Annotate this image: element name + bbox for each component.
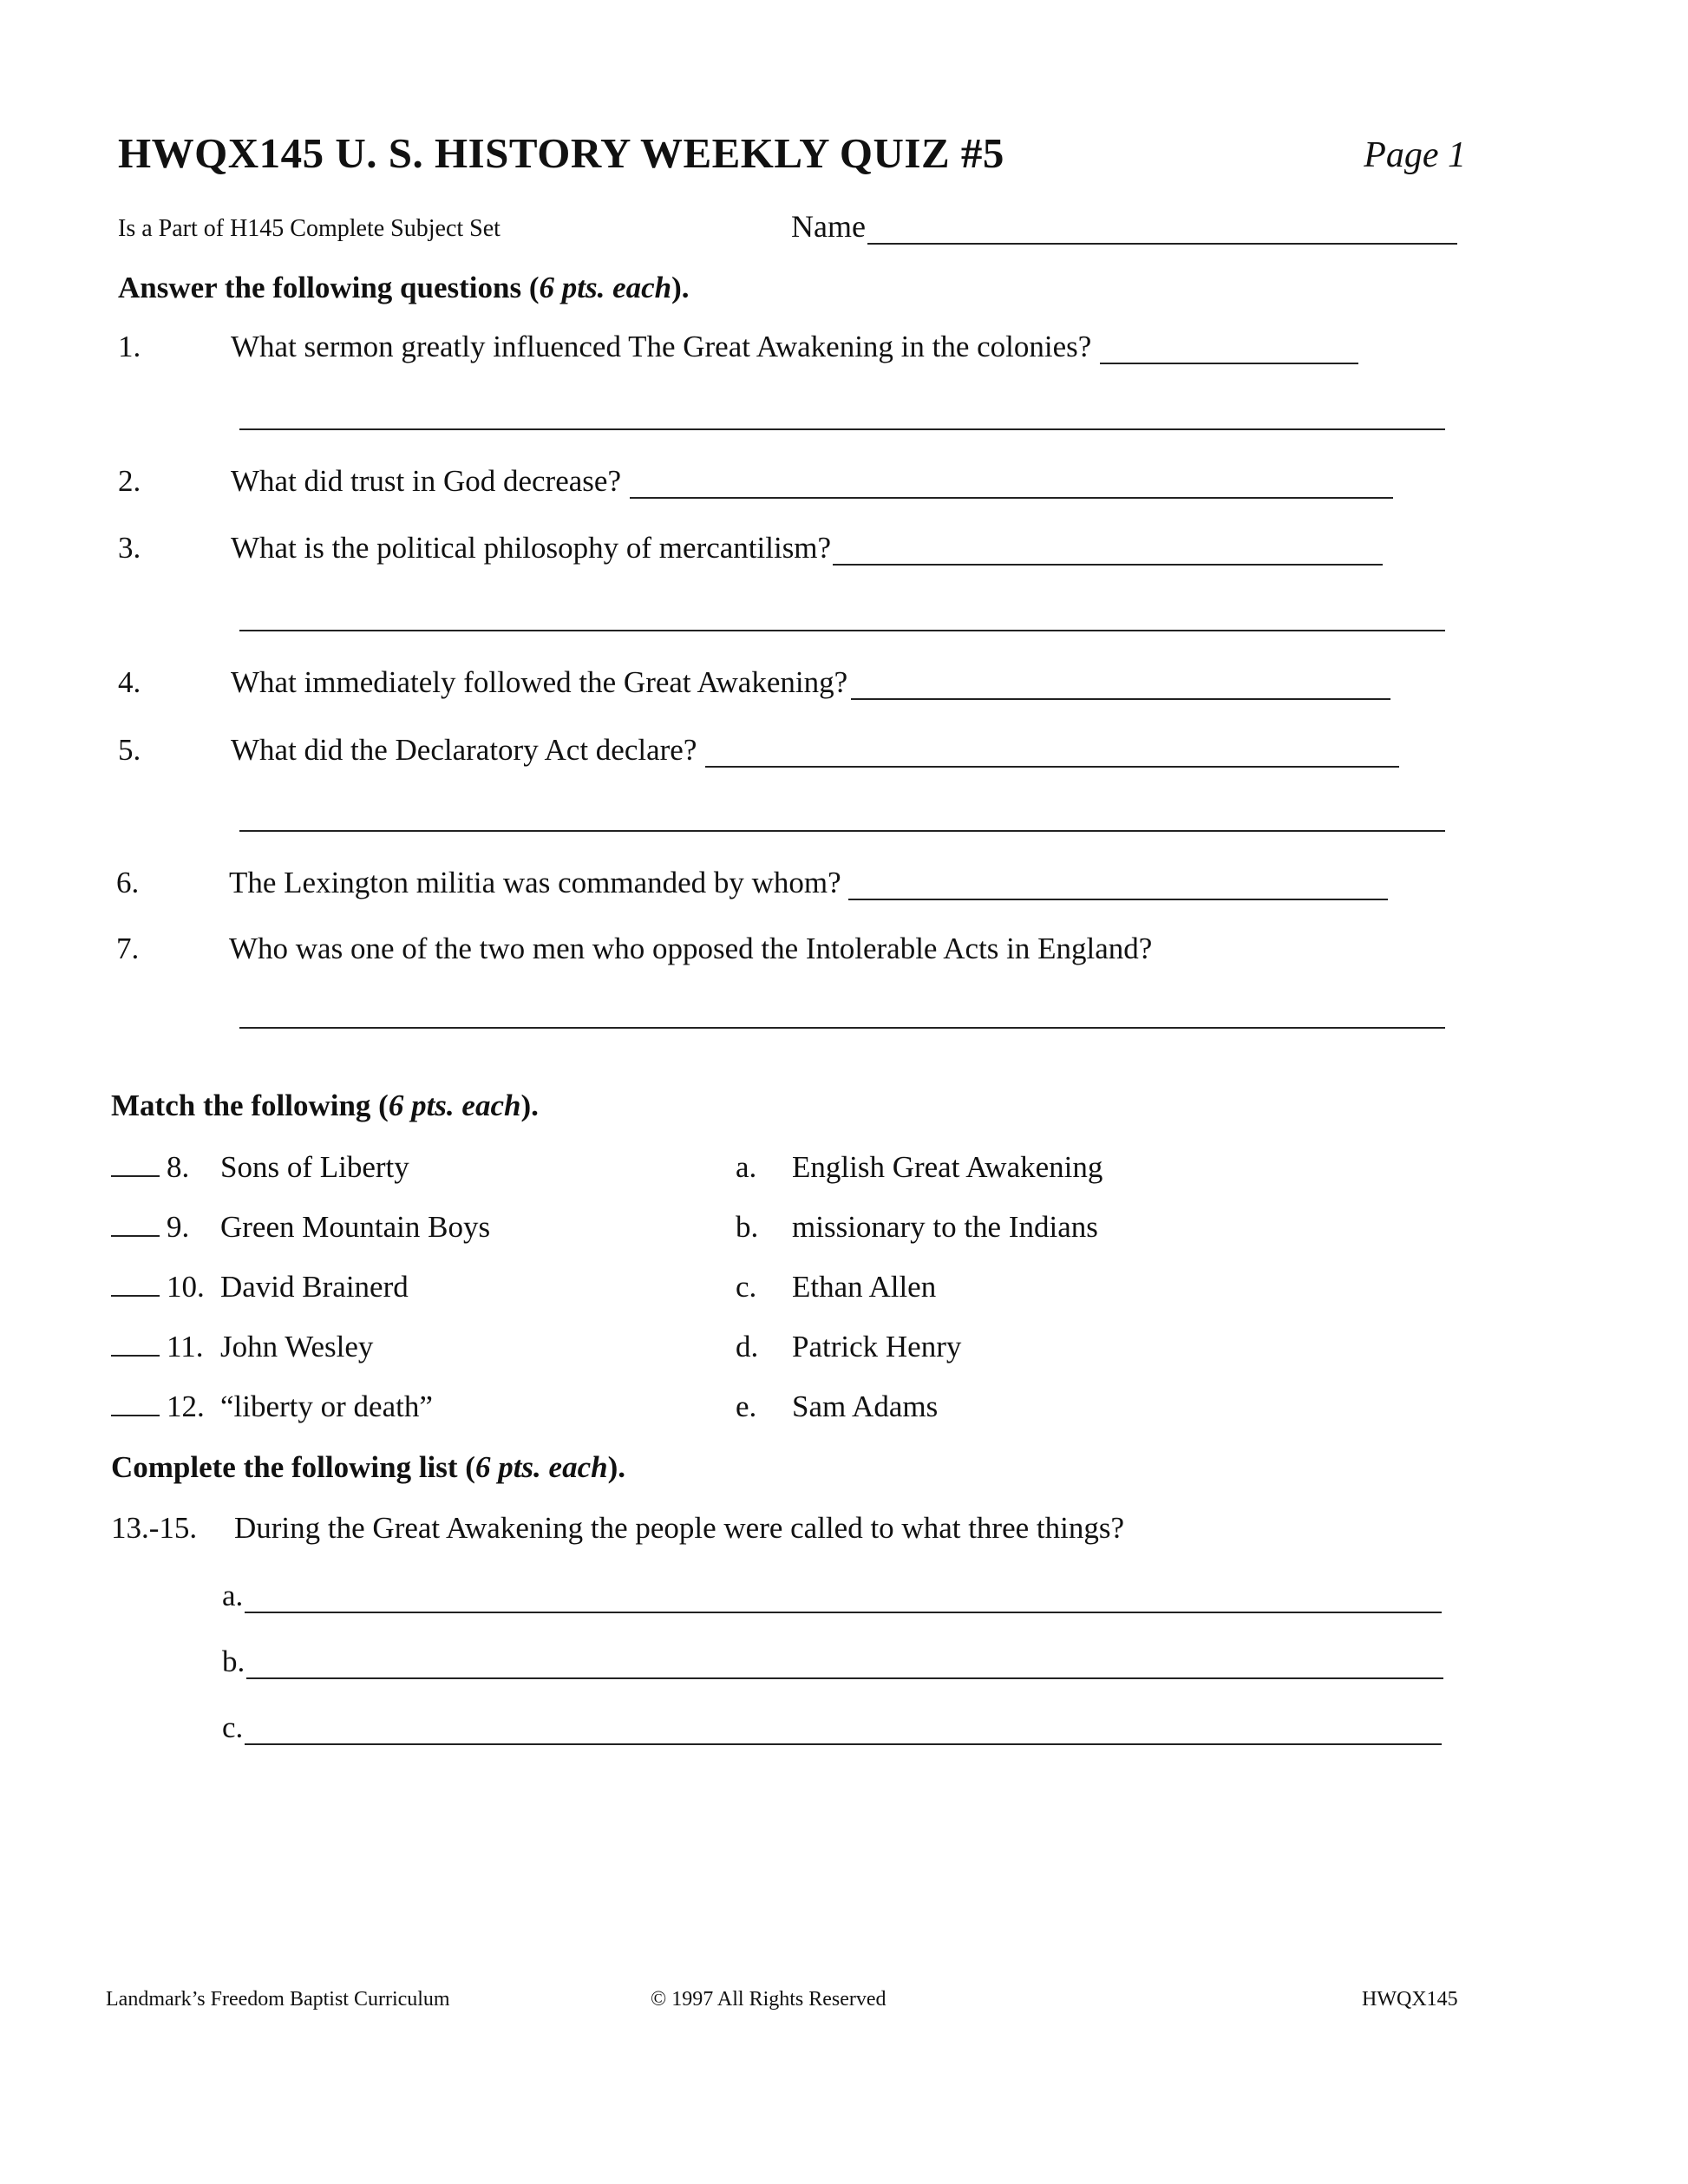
match-item-8: 8. Sons of Liberty — [111, 1150, 409, 1185]
question-5: 5. What did the Declaratory Act declare? — [118, 733, 1399, 768]
list-line-c: c. — [222, 1710, 1442, 1745]
name-field — [791, 208, 1457, 245]
question-1: 1. What sermon greatly influenced The Great Awakening in the colonies? — [118, 330, 1358, 364]
question-13-15: 13.-15. During the Great Awakening the people were called to what three things? — [111, 1511, 1125, 1545]
section-answer-heading: Answer the following questions (6 pts. each). — [118, 271, 690, 304]
match-option-c: c. Ethan Allen — [736, 1270, 937, 1304]
footer-publisher: Landmark’s Freedom Baptist Curriculum — [106, 1988, 450, 2011]
name-label: Name — [791, 209, 866, 244]
list-line-a: a. — [222, 1579, 1442, 1613]
match-option-a: a. English Great Awakening — [736, 1150, 1103, 1184]
match-item-10: 10. David Brainerd — [111, 1270, 409, 1305]
match-blank — [111, 1334, 160, 1357]
match-blank — [111, 1394, 160, 1416]
section-match-heading: Match the following (6 pts. each). — [111, 1089, 539, 1122]
question-4: 4. What immediately followed the Great Awakening? — [118, 665, 1390, 700]
section-list-heading: Complete the following list (6 pts. each). — [111, 1450, 625, 1484]
list-line-b: b. — [222, 1645, 1443, 1679]
answer-line — [239, 630, 1445, 631]
match-option-b: b. missionary to the Indians — [736, 1210, 1098, 1244]
answer-line — [245, 1592, 1442, 1613]
match-item-12: 12. “liberty or death” — [111, 1390, 433, 1424]
match-item-11: 11. John Wesley — [111, 1330, 373, 1364]
answer-line — [246, 1658, 1443, 1679]
name-line — [867, 219, 1457, 245]
answer-line — [239, 1027, 1445, 1029]
footer-copyright: © 1997 All Rights Reserved — [651, 1988, 887, 2011]
subset-note: Is a Part of H145 Complete Subject Set — [118, 215, 501, 242]
page-title: HWQX145 U. S. HISTORY WEEKLY QUIZ #5 — [118, 129, 1004, 177]
question-3: 3. What is the political philosophy of mercantilism? — [118, 531, 1383, 566]
answer-line — [245, 1724, 1442, 1745]
answer-line — [851, 679, 1390, 700]
question-2: 2. What did trust in God decrease? — [118, 464, 1393, 499]
answer-line — [848, 879, 1388, 900]
answer-line — [1100, 343, 1358, 364]
match-option-e: e. Sam Adams — [736, 1390, 939, 1423]
match-blank — [111, 1274, 160, 1297]
question-7: 7. Who was one of the two men who opposed the Intolerable Acts in England? — [116, 932, 1153, 965]
answer-line — [833, 545, 1383, 566]
match-item-9: 9. Green Mountain Boys — [111, 1210, 490, 1245]
match-option-d: d. Patrick Henry — [736, 1330, 962, 1363]
answer-line — [239, 428, 1445, 430]
footer-code: HWQX145 — [1362, 1988, 1458, 2011]
question-6: 6. The Lexington militia was commanded by whom? — [116, 866, 1388, 900]
answer-line — [630, 478, 1393, 499]
answer-line — [239, 830, 1445, 832]
page-number: Page 1 — [1364, 135, 1466, 175]
answer-line — [705, 747, 1399, 768]
match-blank — [111, 1214, 160, 1237]
match-blank — [111, 1154, 160, 1177]
